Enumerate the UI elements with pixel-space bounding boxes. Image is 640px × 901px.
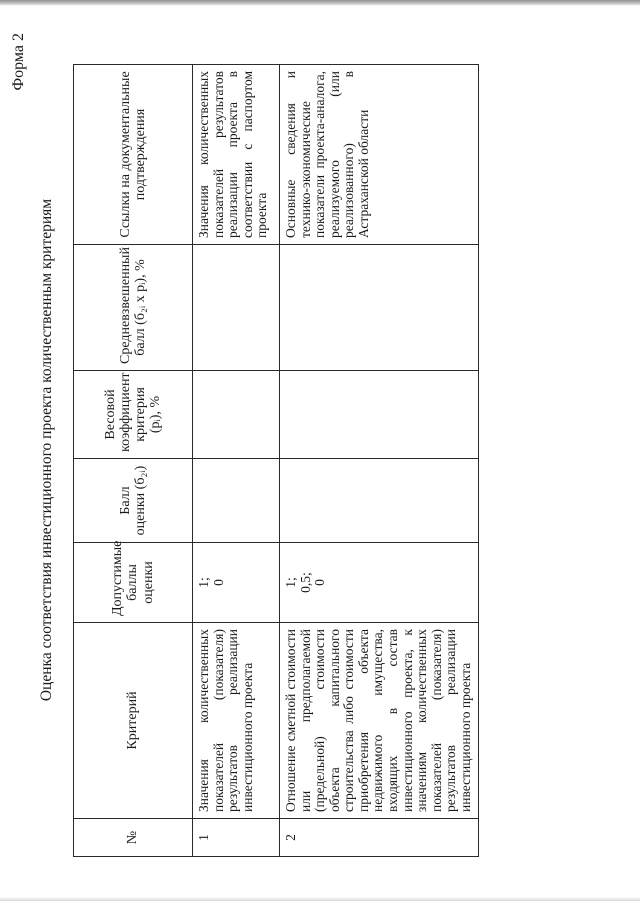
row-criterion: Значения количественных показателей (показателя) результатов реализации инвестиционного проекта: [193, 623, 280, 819]
scan-top-edge: [0, 0, 640, 6]
row-weighted-cell: [280, 245, 479, 371]
form-label: Форма 2: [10, 33, 27, 91]
scan-bottom-edge: [0, 897, 640, 901]
row-score-cell: [193, 459, 280, 543]
row-allowed-scores: 1; 0: [193, 543, 280, 623]
criteria-table: [73, 64, 479, 857]
document-title: Оценка соответствия инвестиционного проекта количественным критериям: [38, 198, 55, 702]
header-criterion: Критерий: [74, 623, 193, 819]
table-header-row: [74, 65, 193, 857]
header-references: Ссылки на документальные подтверждения: [74, 65, 193, 245]
table-row: [280, 65, 479, 857]
row-number: 1: [193, 819, 280, 857]
header-allowed-scores: Допустимые баллы оценки: [74, 543, 193, 623]
table-row: [193, 65, 280, 857]
row-number: 2: [280, 819, 479, 857]
row-reference: Основные сведения и технико-экономические показатели проекта-аналога, реализуемого (или реализованного) в Астраханской области: [280, 65, 479, 245]
header-score: Балл оценки (б₂ᵢ): [74, 459, 193, 543]
row-weight-cell: [193, 371, 280, 459]
row-criterion: Отношение сметной стоимости или предполагаемой (предельной) стоимости объекта капитального строительства либо стоимости приобретения объекта недвижимого имущества, входящих в состав инвестиционного проекта, к значениям количественных показателей (показателя) результатов реализации инвестиционного проекта: [280, 623, 479, 819]
row-score-cell: [280, 459, 479, 543]
row-weight-cell: [280, 371, 479, 459]
header-weighted-score: Средневзвешенный балл (б₂ᵢ x рᵢ), %: [74, 245, 193, 371]
row-allowed-scores: 1; 0,5; 0: [280, 543, 479, 623]
row-reference: Значения количественных показателей результатов реализации проекта в соответствии с паспортом проекта: [193, 65, 280, 245]
header-weight: Весовой коэффициент критерия (рᵢ), %: [74, 371, 193, 459]
header-number: №: [74, 819, 193, 857]
row-weighted-cell: [193, 245, 280, 371]
rotated-landscape-page: [10, 15, 630, 885]
